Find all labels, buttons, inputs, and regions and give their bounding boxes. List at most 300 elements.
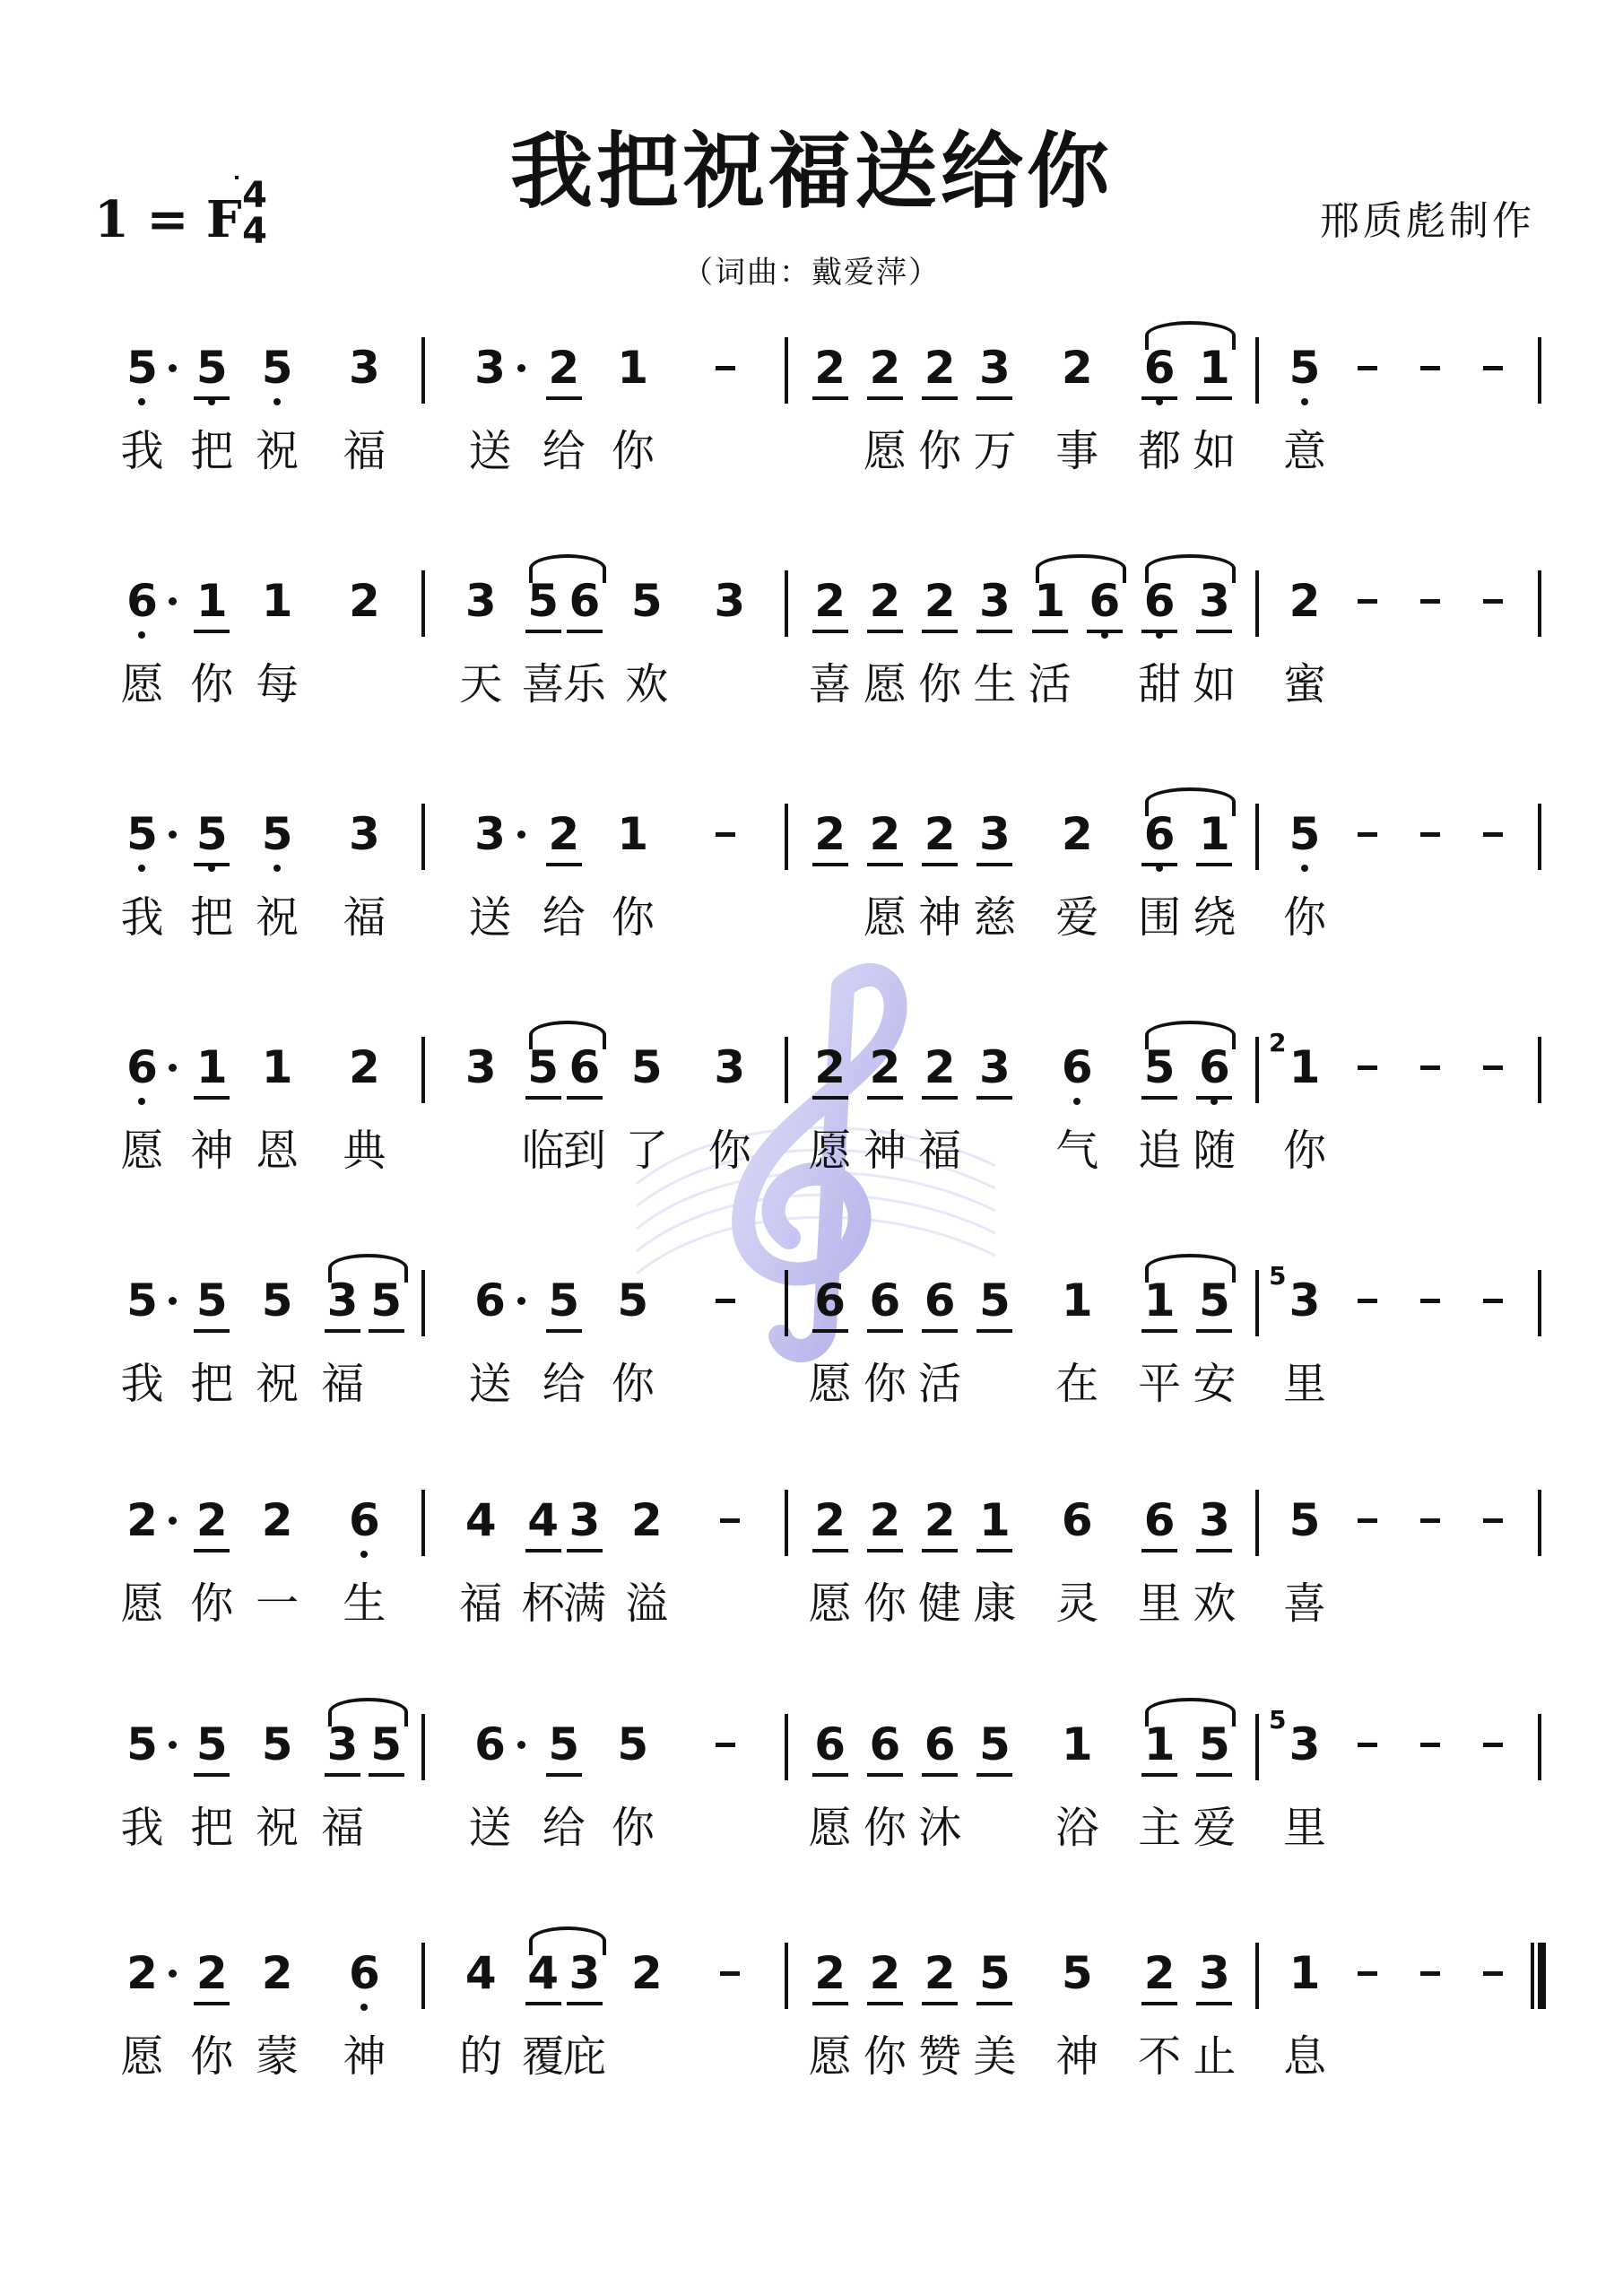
lyric-char: 临: [521, 1126, 565, 1176]
bar-line: [1538, 1270, 1541, 1336]
bar-line: [1538, 804, 1541, 870]
note: 1: [1198, 342, 1230, 394]
lyric-char: 我: [120, 426, 164, 476]
lyric-char: 你: [863, 1578, 907, 1629]
bar-line: [1255, 804, 1259, 870]
note: 6: [1143, 575, 1176, 627]
lyric-char: 生: [343, 1578, 386, 1629]
lyric-char: 福: [343, 892, 386, 943]
score-line: [0, 1028, 1623, 1220]
lyric-char: 里: [1138, 1578, 1182, 1629]
lyric-char: 你: [190, 2031, 234, 2082]
eighth-underline: [546, 1329, 582, 1333]
lyric-char: 在: [1055, 1359, 1099, 1409]
slur: [328, 1254, 408, 1283]
eighth-underline: [1196, 630, 1232, 633]
note: 3: [1198, 575, 1230, 627]
note: 1: [1034, 575, 1066, 627]
bar-line: [785, 1490, 788, 1556]
sustain-dash: [716, 1299, 735, 1303]
lyric-char: 安: [1193, 1359, 1237, 1409]
sustain-dash: [1420, 1743, 1440, 1747]
note: 6: [869, 1274, 901, 1326]
eighth-underline: [194, 1549, 230, 1552]
lyric-char: 里: [1282, 1359, 1327, 1409]
lyric-char: 你: [707, 1126, 751, 1176]
note: 5: [261, 342, 293, 394]
lyric-char: 你: [611, 1803, 655, 1853]
lyric-char: 爱: [1055, 892, 1099, 943]
augmentation-dot: [517, 1741, 525, 1749]
lyric-char: 送: [468, 1803, 512, 1853]
augmentation-dot: [517, 364, 525, 372]
lyric-char: 愿: [120, 2031, 164, 2082]
lyric-char: 浴: [1055, 1803, 1099, 1853]
lyric-char: 福: [321, 1359, 365, 1409]
lyric-char: 杯: [521, 1578, 565, 1629]
note: 5: [527, 575, 560, 627]
slur: [529, 554, 606, 583]
bar-line: [785, 570, 788, 637]
low-octave-dot: [1301, 865, 1308, 872]
sustain-dash: [1358, 1299, 1377, 1303]
lyric-char: 把: [190, 1359, 234, 1409]
eighth-underline: [1196, 1773, 1232, 1777]
note: 3: [1289, 1718, 1321, 1770]
score-line: [0, 1946, 1623, 2126]
note: 3: [978, 575, 1011, 627]
note: 2: [261, 1494, 293, 1546]
lyric-char: 你: [918, 426, 962, 476]
lyric-char: 我: [120, 892, 164, 943]
lyric-char: 给: [542, 892, 586, 943]
sustain-dash: [716, 832, 735, 837]
slur: [1036, 554, 1126, 583]
slur: [1145, 1021, 1236, 1049]
lyric-char: 万: [973, 426, 1017, 476]
eighth-underline: [1196, 2002, 1232, 2005]
slur: [1145, 321, 1236, 350]
note: 3: [326, 1718, 359, 1770]
lyric-char: 你: [611, 892, 655, 943]
sustain-dash: [1358, 1743, 1377, 1747]
lyric-char: 欢: [625, 659, 669, 709]
sustain-dash: [1358, 366, 1377, 370]
eighth-underline: [567, 630, 603, 633]
lyric-char: 追: [1138, 1126, 1182, 1176]
eighth-underline: [867, 863, 903, 866]
note: 4: [464, 1947, 497, 1999]
sustain-dash: [1483, 599, 1503, 604]
note: 6: [348, 1947, 380, 1999]
note: 1: [617, 342, 649, 394]
low-octave-dot: [1073, 1098, 1081, 1105]
lyric-char: 福: [343, 426, 386, 476]
note: 2: [548, 342, 580, 394]
note: 3: [326, 1274, 359, 1326]
lyric-char: 愿: [808, 1578, 852, 1629]
eighth-underline: [812, 1773, 848, 1777]
lyric-char: 事: [1055, 426, 1099, 476]
note: 2: [126, 1494, 158, 1546]
eighth-underline: [976, 1329, 1012, 1333]
lyric-char: 愿: [863, 892, 907, 943]
note: 6: [1061, 1494, 1093, 1546]
note: 1: [1143, 1274, 1176, 1326]
lyric-char: 祝: [256, 892, 299, 943]
note: 5: [978, 1274, 1011, 1326]
note: 2: [814, 1494, 846, 1546]
lyric-char: 庇: [562, 2031, 606, 2082]
bar-line: [1538, 1714, 1541, 1780]
note: 1: [1289, 1041, 1321, 1093]
note: 5: [195, 808, 228, 860]
bar-line: [1255, 570, 1259, 637]
note: 5: [126, 1274, 158, 1326]
lyric-char: 了: [625, 1126, 669, 1176]
lyric-char: 福: [918, 1126, 962, 1176]
note: 5: [617, 1274, 649, 1326]
eighth-underline: [976, 396, 1012, 400]
lyric-char: 愿: [808, 1359, 852, 1409]
note: 6: [568, 575, 601, 627]
bar-line: [421, 1943, 425, 2009]
note: 5: [370, 1718, 403, 1770]
bar-line: [421, 1490, 425, 1556]
note: 6: [1143, 342, 1176, 394]
eighth-underline: [567, 2002, 603, 2005]
eighth-underline: [194, 1329, 230, 1333]
note: 5: [261, 808, 293, 860]
slur: [1145, 1698, 1236, 1726]
grace-note: 2: [1269, 1028, 1287, 1057]
lyric-char: 送: [468, 892, 512, 943]
note: 1: [617, 808, 649, 860]
note: 5: [261, 1274, 293, 1326]
note: 5: [126, 808, 158, 860]
note: 6: [924, 1274, 956, 1326]
meter-top: 4: [242, 175, 267, 216]
eighth-underline: [194, 396, 230, 400]
note: 3: [348, 808, 380, 860]
low-octave-dot: [138, 398, 145, 405]
eighth-underline: [1196, 1096, 1232, 1100]
lyric-char: 喜: [1282, 1578, 1327, 1629]
lyric-char: 神: [343, 2031, 386, 2082]
eighth-underline: [1141, 1773, 1177, 1777]
eighth-underline: [922, 396, 958, 400]
time-signature: [235, 175, 274, 252]
note: 4: [464, 1494, 497, 1546]
eighth-underline: [525, 630, 561, 633]
lyric-char: 你: [1282, 1126, 1327, 1176]
lyric-char: 神: [918, 892, 962, 943]
lyric-char: 随: [1193, 1126, 1237, 1176]
lyric-char: 覆: [521, 2031, 565, 2082]
lyric-char: 神: [1055, 2031, 1099, 2082]
augmentation-dot: [169, 1297, 177, 1305]
grace-note: 5: [1269, 1705, 1287, 1735]
eighth-underline: [812, 396, 848, 400]
lyric-char: 息: [1282, 2031, 1327, 2082]
lyric-char: 愿: [808, 1803, 852, 1853]
sustain-dash: [1483, 1299, 1503, 1303]
low-octave-dot: [138, 1098, 145, 1105]
eighth-underline: [1196, 396, 1232, 400]
eighth-underline: [567, 1096, 603, 1100]
lyric-char: 乐: [562, 659, 606, 709]
score-line: [0, 341, 1623, 520]
bar-line: [1255, 1943, 1259, 2009]
lyric-char: 祝: [256, 1359, 299, 1409]
note: 5: [630, 575, 663, 627]
augmentation-dot: [169, 597, 177, 605]
lyric-char: 把: [190, 892, 234, 943]
lyric-char: 给: [542, 1359, 586, 1409]
eighth-underline: [867, 1549, 903, 1552]
bar-line: [421, 1714, 425, 1780]
note: 6: [1198, 1041, 1230, 1093]
bar-line: [785, 1270, 788, 1336]
note: 2: [869, 1947, 901, 1999]
eighth-underline: [1196, 1329, 1232, 1333]
note: 3: [714, 1041, 746, 1093]
lyric-char: 送: [468, 1359, 512, 1409]
bar-line: [421, 570, 425, 637]
eighth-underline: [546, 396, 582, 400]
lyric-char: 赞: [918, 2031, 962, 2082]
bar-line: [1538, 1490, 1541, 1556]
lyric-char: 如: [1193, 659, 1237, 709]
lyric-char: 祝: [256, 426, 299, 476]
bar-line: [785, 1714, 788, 1780]
sustain-dash: [720, 1518, 740, 1523]
note: 1: [1198, 808, 1230, 860]
score-line: [0, 1493, 1623, 1673]
lyric-char: 慈: [973, 892, 1017, 943]
sustain-dash: [1358, 1971, 1377, 1976]
score-line: [0, 574, 1623, 753]
eighth-underline: [922, 1773, 958, 1777]
note: 5: [195, 1274, 228, 1326]
eighth-underline: [867, 1096, 903, 1100]
eighth-underline: [812, 630, 848, 633]
note: 2: [630, 1494, 663, 1546]
note: 3: [464, 575, 497, 627]
note: 1: [1061, 1718, 1093, 1770]
note: 2: [126, 1947, 158, 1999]
note: 6: [1143, 808, 1176, 860]
note: 6: [869, 1718, 901, 1770]
note: 3: [1289, 1274, 1321, 1326]
bar-line: [1255, 337, 1259, 404]
note: 3: [978, 808, 1011, 860]
lyric-char: 蒙: [256, 2031, 299, 2082]
lyric-char: 不: [1138, 2031, 1182, 2082]
lyric-char: 都: [1138, 426, 1182, 476]
note: 2: [261, 1947, 293, 1999]
eighth-underline: [922, 1329, 958, 1333]
lyric-char: 你: [190, 659, 234, 709]
note: 2: [1061, 342, 1093, 394]
augmentation-dot: [169, 831, 177, 839]
lyric-char: 把: [190, 426, 234, 476]
note: 3: [474, 342, 506, 394]
eighth-underline: [525, 2002, 561, 2005]
final-bar-line: [1538, 1943, 1546, 2009]
lyric-char: 如: [1193, 426, 1237, 476]
note: 5: [548, 1274, 580, 1326]
lyric-char: 你: [190, 1578, 234, 1629]
augmentation-dot: [517, 1297, 525, 1305]
sustain-dash: [1483, 366, 1503, 370]
note: 6: [126, 575, 158, 627]
lyric-char: 主: [1138, 1803, 1182, 1853]
note: 6: [1143, 1494, 1176, 1546]
bar-line: [421, 337, 425, 404]
lyric-char: 到: [562, 1126, 606, 1176]
slur: [1145, 1254, 1236, 1283]
note: 3: [1198, 1947, 1230, 1999]
note: 2: [548, 808, 580, 860]
eighth-underline: [325, 1773, 360, 1777]
lyric-char: 满: [562, 1578, 606, 1629]
low-octave-dot: [360, 1551, 368, 1558]
note: 5: [978, 1947, 1011, 1999]
note: 3: [568, 1947, 601, 1999]
bar-line: [421, 804, 425, 870]
lyric-char: 活: [918, 1359, 962, 1409]
note: 6: [1089, 575, 1121, 627]
lyric-char: 你: [1282, 892, 1327, 943]
lyric-char: 给: [542, 426, 586, 476]
eighth-underline: [976, 863, 1012, 866]
eighth-underline: [546, 863, 582, 866]
note: 5: [1198, 1274, 1230, 1326]
grace-note: 5: [1269, 1261, 1287, 1291]
bar-line: [1255, 1490, 1259, 1556]
lyric-char: 灵: [1055, 1578, 1099, 1629]
lyric-char: 康: [973, 1578, 1017, 1629]
bar-line: [785, 804, 788, 870]
eighth-underline: [1141, 1329, 1177, 1333]
augmentation-dot: [517, 831, 525, 839]
lyric-char: 活: [1028, 659, 1072, 709]
note: 5: [195, 342, 228, 394]
note: 2: [869, 1494, 901, 1546]
eighth-underline: [194, 630, 230, 633]
note: 3: [568, 1494, 601, 1546]
lyric-char: 蜜: [1282, 659, 1327, 709]
lyric-char: 典: [343, 1126, 386, 1176]
eighth-underline: [976, 1096, 1012, 1100]
eighth-underline: [1141, 630, 1177, 633]
lyric-char: 给: [542, 1803, 586, 1853]
note: 3: [978, 342, 1011, 394]
note: 5: [527, 1041, 560, 1093]
low-octave-dot: [138, 865, 145, 872]
eighth-underline: [194, 863, 230, 866]
sustain-dash: [1483, 832, 1503, 837]
lyric-char: 神: [190, 1126, 234, 1176]
lyric-char: 福: [321, 1803, 365, 1853]
lyric-char: 你: [863, 1359, 907, 1409]
lyric-char: 把: [190, 1803, 234, 1853]
note: 2: [348, 575, 380, 627]
lyric-char: 送: [468, 426, 512, 476]
note: 2: [195, 1947, 228, 1999]
lyric-char: 爱: [1193, 1803, 1237, 1853]
bar-line: [1538, 570, 1541, 637]
eighth-underline: [194, 2002, 230, 2005]
note: 5: [195, 1718, 228, 1770]
lyric-char: 生: [973, 659, 1017, 709]
eighth-underline: [812, 2002, 848, 2005]
note: 2: [1061, 808, 1093, 860]
augmentation-dot: [169, 364, 177, 372]
lyric-char: 健: [918, 1578, 962, 1629]
eighth-underline: [922, 1096, 958, 1100]
lyric-char: 福: [459, 1578, 503, 1629]
lyric-char: 我: [120, 1359, 164, 1409]
augmentation-dot: [169, 1970, 177, 1978]
note: 2: [869, 1041, 901, 1093]
sustain-dash: [1358, 1065, 1377, 1070]
note: 2: [869, 808, 901, 860]
note: 5: [630, 1041, 663, 1093]
low-octave-dot: [138, 631, 145, 639]
sustain-dash: [1420, 1971, 1440, 1976]
sustain-dash: [1420, 1518, 1440, 1523]
note: 2: [814, 342, 846, 394]
note: 6: [474, 1718, 506, 1770]
eighth-underline: [525, 1549, 561, 1552]
bar-line: [421, 1270, 425, 1336]
lyric-char: 天: [459, 659, 503, 709]
eighth-underline: [812, 1549, 848, 1552]
note: 2: [924, 808, 956, 860]
lyric-char: 绕: [1193, 892, 1237, 943]
low-octave-dot: [273, 865, 281, 872]
note: 2: [1289, 575, 1321, 627]
eighth-underline: [369, 1329, 404, 1333]
lyric-char: 甜: [1138, 659, 1182, 709]
note: 6: [474, 1274, 506, 1326]
eighth-underline: [1087, 630, 1123, 633]
lyric-char: 的: [459, 2031, 503, 2082]
note: 2: [924, 1947, 956, 1999]
lyric-char: 你: [611, 426, 655, 476]
lyric-char: 止: [1193, 2031, 1237, 2082]
note: 5: [1289, 342, 1321, 394]
eighth-underline: [194, 1096, 230, 1100]
sustain-dash: [1420, 1065, 1440, 1070]
bar-line: [1531, 1943, 1534, 2009]
bar-line: [1538, 337, 1541, 404]
composer-credit: （词曲：戴爱萍）: [682, 255, 941, 291]
eighth-underline: [812, 863, 848, 866]
eighth-underline: [867, 630, 903, 633]
eighth-underline: [922, 630, 958, 633]
lyric-char: 愿: [808, 1126, 852, 1176]
lyric-char: 溢: [625, 1578, 669, 1629]
sustain-dash: [1483, 1743, 1503, 1747]
lyric-char: 美: [973, 2031, 1017, 2082]
eighth-underline: [922, 863, 958, 866]
eighth-underline: [369, 1773, 404, 1777]
note: 4: [527, 1947, 560, 1999]
note: 6: [126, 1041, 158, 1093]
